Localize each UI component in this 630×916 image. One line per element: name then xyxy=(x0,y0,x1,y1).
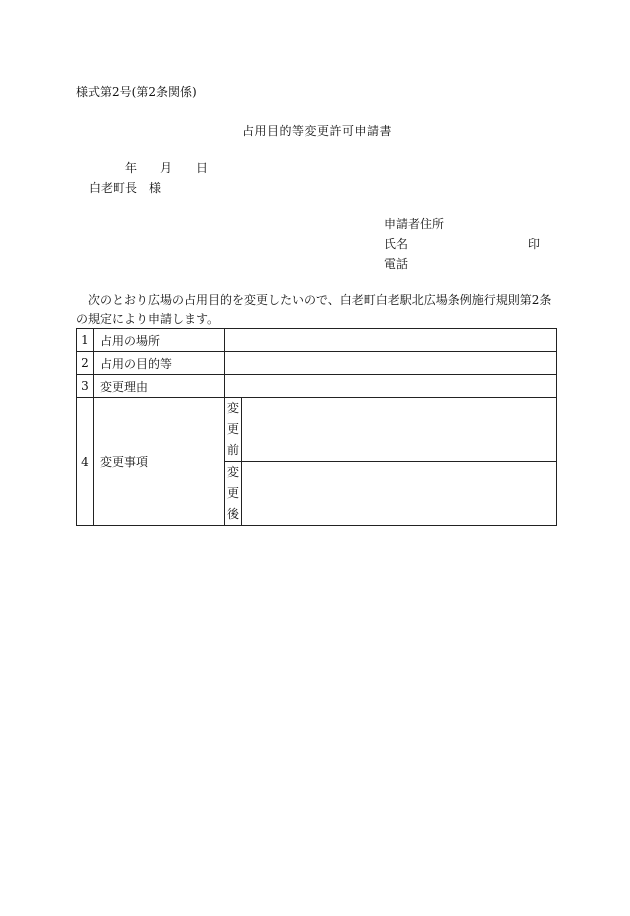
addressee: 白老町長 様 xyxy=(89,181,162,195)
row-label: 占用の目的等 xyxy=(94,352,225,375)
row-number: 1 xyxy=(77,329,94,352)
application-table xyxy=(76,328,557,526)
applicant-phone-label: 電話 xyxy=(384,257,409,271)
after-change-label: 変 更 後 xyxy=(225,462,242,526)
before-change-label: 変 更 前 xyxy=(225,398,242,462)
applicant-address-label: 申請者住所 xyxy=(384,217,445,231)
date-month: 月 xyxy=(160,161,173,175)
row-label: 占用の場所 xyxy=(94,329,225,352)
before-change-field[interactable] xyxy=(242,398,557,462)
applicant-name-label: 氏名 xyxy=(384,237,409,251)
table-row xyxy=(77,352,557,375)
table-row xyxy=(77,329,557,352)
form-number: 様式第2号(第2条関係) xyxy=(76,85,197,99)
row-number: 2 xyxy=(77,352,94,375)
after-change-field[interactable] xyxy=(242,462,557,526)
date-day: 日 xyxy=(196,161,209,175)
document-title: 占用目的等変更許可申請書 xyxy=(242,124,393,138)
table-row xyxy=(77,375,557,398)
request-statement: 次のとおり広場の占用目的を変更したいので、白老町白老駅北広場条例施行規則第2条の規定により申請します。 xyxy=(76,293,552,326)
row-number: 3 xyxy=(77,375,94,398)
row-value-field[interactable] xyxy=(225,352,557,375)
row-value-field[interactable] xyxy=(225,375,557,398)
row-value-field[interactable] xyxy=(225,329,557,352)
row-label: 変更事項 xyxy=(94,398,225,526)
seal-mark: 印 xyxy=(528,237,541,251)
table-row xyxy=(77,398,557,462)
row-number: 4 xyxy=(77,398,94,526)
row-label: 変更理由 xyxy=(94,375,225,398)
date-year: 年 xyxy=(125,161,138,175)
